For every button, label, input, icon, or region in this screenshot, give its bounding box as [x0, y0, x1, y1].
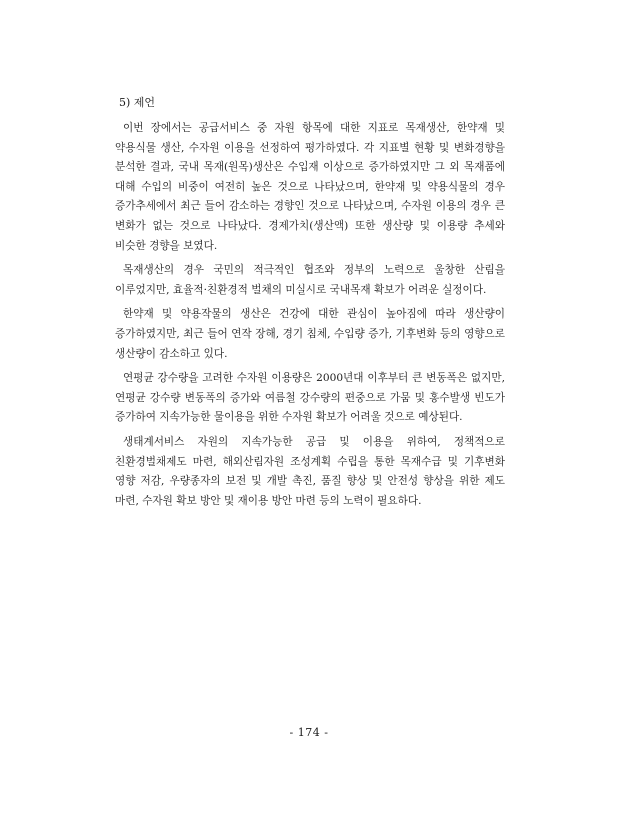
- page-number: - 174 -: [289, 726, 329, 739]
- paragraph-timber: 목재생산의 경우 국민의 적극적인 협조와 정부의 노력으로 울창한 산림을 이루었지만, 효율적·친환경적 벌채의 미실시로 국내목재 확보가 어려운 실정이다.: [115, 264, 505, 296]
- paragraph-herbal: 한약재 및 약용작물의 생산은 건강에 대한 관심이 높아짐에 따라 생산량이 증가하였지만, 최근 들어 연작 장해, 경기 침체, 수입량 증가, 기후변화 등의 영향으로 생산량이 감소하고 있다.: [115, 308, 505, 360]
- paragraph-recommendation: 생태계서비스 자원의 지속가능한 공급 및 이용을 위하여, 정책적으로 친환경벌채제도 마련, 해외산림자원 조성계획 수립을 통한 목재수급 및 기후변화 영향 저감, 우량종자의 보전 및 개발 촉진, 품질 향상 및 안전성 향상을 위한 제도 마련, 수자원 확보 방안 및 재이용 방안 마련 등의 노력이 필요하다.: [115, 435, 505, 507]
- section-heading: 5) 제언: [119, 96, 156, 109]
- section-body: [115, 95, 505, 516]
- paragraph-water: 연평균 강수량을 고려한 수자원 이용량은 2000년대 이후부터 큰 변동폭은 없지만, 연평균 강수량 변동폭의 증가와 여름철 강수량의 편중으로 가뭄 및 홍수발생 빈도가 증가하여 지속가능한 물이용을 위한 수자원 확보가 어려울 것으로 예상된다.: [115, 372, 505, 424]
- paragraph-summary: 이번 장에서는 공급서비스 중 자원 항목에 대한 지표로 목재생산, 한약재 및 약용식물 생산, 수자원 이용을 선정하여 평가하였다. 각 지표별 현황 및 변화경향을 분석한 결과, 국내 목재(원목)생산은 수입재 이상으로 증가하였지만 그 외 목재품에 대해 수입의 비중이 여전히 높은 것으로 나타났으며, 한약재 및 약용식물의 경우 증가추세에서 최근 들어 감소하는 경향인 것으로 나타났으며, 수자원 이용의 경우 큰 변화가 없는 것으로 나타났다. 경제가치(생산액) 또한 생산량 및 이용량 추세와 비슷한 경향을 보였다.: [115, 122, 505, 252]
